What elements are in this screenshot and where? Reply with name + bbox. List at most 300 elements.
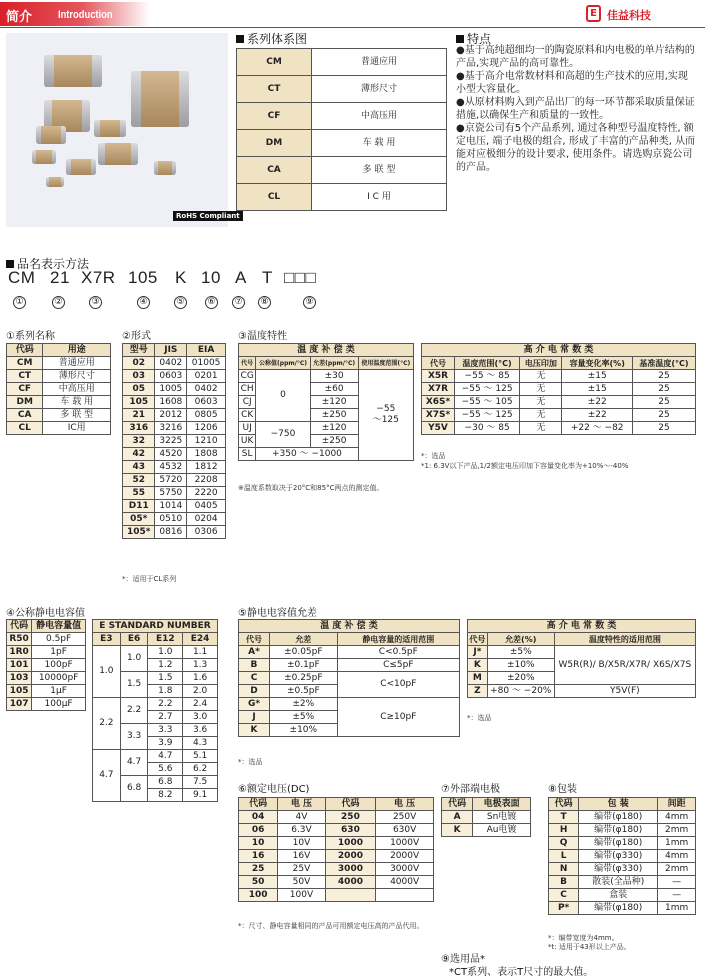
table-cell: ±20% bbox=[487, 672, 554, 685]
table-cell: ±30 bbox=[310, 370, 358, 383]
t3b-note2: *1: 6.3V以下产品,1/2额定电压印加下容量变化率为+10%～-40% bbox=[421, 462, 629, 470]
table-row bbox=[442, 811, 531, 824]
table-cell: 1.5 bbox=[148, 672, 183, 685]
table-cell: 25 bbox=[632, 383, 695, 396]
header-cell: E STANDARD NUMBER bbox=[93, 620, 218, 633]
table-cell: 编带(φ330) bbox=[579, 863, 658, 876]
table-cell: R50 bbox=[7, 633, 32, 646]
table-cell: CM bbox=[7, 357, 43, 370]
header-cell: 代码 bbox=[325, 798, 376, 811]
table-cell: Q bbox=[549, 837, 579, 850]
t8-note2: *t: 适用于43形以上产品。 bbox=[548, 943, 631, 951]
table-cell: C≤5pF bbox=[337, 659, 459, 672]
table-cell: 1014 bbox=[155, 500, 187, 513]
table-cell: K bbox=[442, 824, 473, 837]
table-cell: −750 bbox=[256, 422, 310, 448]
table-cell: 编带(φ330) bbox=[579, 850, 658, 863]
table-row bbox=[7, 620, 86, 633]
table-cell: 105* bbox=[123, 526, 155, 539]
table-row bbox=[237, 76, 447, 103]
table-row bbox=[468, 620, 696, 633]
pn-part: X7R bbox=[81, 268, 116, 287]
pn-part: □□□ bbox=[284, 268, 317, 287]
t8-title: ⑧包装 bbox=[548, 784, 577, 795]
table-cell: CJ bbox=[239, 396, 256, 409]
table-cell: A* bbox=[239, 646, 270, 659]
pn-num: ⑤ bbox=[174, 296, 187, 309]
table-cell: 4000 bbox=[325, 876, 376, 889]
table-cell: 7.5 bbox=[183, 776, 218, 789]
table-cell: 107 bbox=[7, 698, 32, 711]
table-cell: ±0.05pF bbox=[269, 646, 337, 659]
table-cell: 25 bbox=[632, 396, 695, 409]
table-row bbox=[123, 435, 226, 448]
table-cell: 编带(φ180) bbox=[579, 824, 658, 837]
table-row bbox=[468, 646, 696, 659]
header-cell: 基准温度(°C) bbox=[632, 357, 695, 370]
electrode-table bbox=[441, 797, 531, 837]
table-row bbox=[7, 383, 111, 396]
table-cell: 103 bbox=[7, 672, 32, 685]
table-cell: 05* bbox=[123, 513, 155, 526]
table-cell: 3.0 bbox=[183, 711, 218, 724]
product-photo bbox=[6, 33, 228, 227]
header-cell: 公称值(ppm/°C) bbox=[256, 357, 310, 370]
table-row bbox=[7, 344, 111, 357]
table-cell: T bbox=[549, 811, 579, 824]
table-row bbox=[123, 383, 226, 396]
table-cell: 1mm bbox=[658, 902, 696, 915]
table-cell: ±5% bbox=[487, 646, 554, 659]
table-cell: 多 联 型 bbox=[43, 409, 111, 422]
table-cell: 1608 bbox=[155, 396, 187, 409]
t2-note: *：适用于CL系列 bbox=[122, 575, 177, 583]
table-cell: CT bbox=[237, 76, 312, 103]
header-cell: 代号 bbox=[469, 634, 486, 644]
pn-part: T bbox=[262, 268, 273, 287]
table-cell: ±120 bbox=[310, 422, 358, 435]
table-cell: X7R bbox=[422, 383, 455, 396]
table-row bbox=[549, 824, 696, 837]
table-cell: ±10% bbox=[269, 724, 337, 737]
table-cell: 50V bbox=[278, 876, 325, 889]
table-cell: 1.0 bbox=[93, 646, 121, 698]
table-cell: 无 bbox=[520, 422, 562, 435]
table-cell: 0603 bbox=[155, 370, 187, 383]
table-cell: 5750 bbox=[155, 487, 187, 500]
table-row bbox=[239, 633, 460, 646]
table-cell: 编带(φ180) bbox=[579, 902, 658, 915]
table-cell: 4.3 bbox=[183, 737, 218, 750]
table-cell: 1.0 bbox=[148, 646, 183, 659]
table-cell: ±22 bbox=[562, 396, 632, 409]
header-cell: E12 bbox=[148, 633, 183, 646]
table-row bbox=[422, 422, 696, 435]
table-cell: 2000 bbox=[325, 850, 376, 863]
table-cell: 50 bbox=[239, 876, 278, 889]
table-cell: 10V bbox=[278, 837, 325, 850]
header-cell: E24 bbox=[183, 633, 218, 646]
pn-part: A bbox=[235, 268, 247, 287]
table-cell: −55 ～ 125 bbox=[455, 409, 520, 422]
table-cell: 4000V bbox=[376, 876, 434, 889]
table-cell: 2.7 bbox=[148, 711, 183, 724]
table-cell: CG bbox=[239, 370, 256, 383]
table-row bbox=[237, 49, 447, 76]
table-row bbox=[239, 344, 414, 357]
table-row bbox=[237, 157, 447, 184]
t6-note: *：尺寸、静电容量相同的产品可用额定电压高的产品代用。 bbox=[238, 922, 424, 930]
features-list bbox=[456, 44, 696, 174]
table-cell: −55 ～ 85 bbox=[455, 370, 520, 383]
table-cell: 316 bbox=[123, 422, 155, 435]
table-cell: ±2% bbox=[269, 698, 337, 711]
table-cell: 250 bbox=[325, 811, 376, 824]
table-row bbox=[7, 672, 86, 685]
table-cell: 中高压用 bbox=[312, 103, 447, 130]
table-cell: 3.9 bbox=[148, 737, 183, 750]
header-cell: 温 度 补 偿 类 bbox=[239, 620, 460, 633]
table-cell: 2000V bbox=[376, 850, 434, 863]
pn-num: ⑧ bbox=[258, 296, 271, 309]
table-row bbox=[549, 850, 696, 863]
table-cell: 25 bbox=[632, 409, 695, 422]
header-cell: 温度特性的适用范围 bbox=[554, 633, 695, 646]
table-cell: ±15 bbox=[562, 383, 632, 396]
table-cell: 03 bbox=[123, 370, 155, 383]
table-row bbox=[123, 461, 226, 474]
table-cell: C≥10pF bbox=[337, 698, 459, 737]
table-cell: C bbox=[239, 672, 270, 685]
table-cell: 车 载 用 bbox=[312, 130, 447, 157]
table-cell: 100V bbox=[278, 889, 325, 902]
table-cell: 1206 bbox=[187, 422, 226, 435]
table-cell: C<0.5pF bbox=[337, 646, 459, 659]
t3-title: ③温度特性 bbox=[238, 331, 287, 342]
table-cell: 5.6 bbox=[148, 763, 183, 776]
table-row bbox=[93, 698, 218, 711]
pn-part: 10 bbox=[201, 268, 221, 287]
t5-title: ⑤静电电容值允差 bbox=[238, 608, 317, 619]
table-cell: ±15 bbox=[562, 370, 632, 383]
table-row bbox=[549, 902, 696, 915]
table-row bbox=[239, 889, 434, 902]
table-cell: 无 bbox=[520, 409, 562, 422]
header-cell: E3 bbox=[93, 633, 121, 646]
table-cell: 1210 bbox=[187, 435, 226, 448]
header-cell: 代码 bbox=[442, 798, 473, 811]
table-cell: 2.4 bbox=[183, 698, 218, 711]
header-cell: 代号 bbox=[239, 357, 256, 370]
table-cell: J bbox=[239, 711, 270, 724]
table-row bbox=[468, 685, 696, 698]
t3-note: ※温度系数取决于20°C和85°C两点的测定值。 bbox=[238, 484, 384, 492]
table-cell: K bbox=[239, 724, 270, 737]
table-cell: 1mm bbox=[658, 837, 696, 850]
table-cell: 3216 bbox=[155, 422, 187, 435]
table-row bbox=[239, 357, 414, 370]
table-cell: 2.2 bbox=[148, 698, 183, 711]
table-cell: D11 bbox=[123, 500, 155, 513]
header-cell: 电 压 bbox=[278, 798, 325, 811]
table-row bbox=[93, 646, 218, 659]
table-cell: 8.2 bbox=[148, 789, 183, 802]
table-cell: 4.7 bbox=[120, 750, 148, 776]
table-cell: 10 bbox=[239, 837, 278, 850]
table-cell: 1000 bbox=[325, 837, 376, 850]
pn-part: 105 bbox=[128, 268, 158, 287]
table-cell: B bbox=[239, 659, 270, 672]
table-row bbox=[239, 837, 434, 850]
table-cell: 1.2 bbox=[148, 659, 183, 672]
header-title-en: Introduction bbox=[58, 9, 113, 21]
feature-item: ●从原材料购入到产品出厂的每一环节都采取质量保证措施,以确保生产和质量的一致性。 bbox=[456, 97, 695, 121]
table-row bbox=[422, 383, 696, 396]
series-name-table bbox=[6, 343, 111, 435]
table-cell: 6.8 bbox=[148, 776, 183, 789]
header-cell: 使用温度范围(°C) bbox=[358, 357, 413, 370]
t6-title: ⑥额定电压(DC) bbox=[238, 784, 310, 795]
table-row bbox=[442, 798, 531, 811]
table-row bbox=[93, 633, 218, 646]
table-row bbox=[549, 798, 696, 811]
header-cell: 允差 bbox=[269, 633, 337, 646]
table-cell: CF bbox=[237, 103, 312, 130]
table-cell: 无 bbox=[520, 383, 562, 396]
table-row bbox=[422, 370, 696, 383]
table-cell: 1.1 bbox=[183, 646, 218, 659]
table-cell: 2208 bbox=[187, 474, 226, 487]
table-cell: 100μF bbox=[32, 698, 86, 711]
table-cell: 无 bbox=[520, 370, 562, 383]
table-cell: 2220 bbox=[187, 487, 226, 500]
table-cell: −55 ～ 125 bbox=[455, 383, 520, 396]
table-cell: Z bbox=[468, 685, 488, 698]
table-cell: ±60 bbox=[310, 383, 358, 396]
table-cell: 1R0 bbox=[7, 646, 32, 659]
table-row bbox=[123, 344, 226, 357]
table-cell: Sn电镀 bbox=[473, 811, 531, 824]
pn-num: ④ bbox=[137, 296, 150, 309]
table-cell: 普通应用 bbox=[312, 49, 447, 76]
table-cell: 1.5 bbox=[120, 672, 148, 698]
table-row bbox=[239, 370, 414, 383]
table-cell: DM bbox=[7, 396, 43, 409]
header-cell: 电压印加 bbox=[520, 357, 562, 370]
table-row bbox=[549, 889, 696, 902]
table-cell: −30 ～ 85 bbox=[455, 422, 520, 435]
header-cell: JIS bbox=[155, 344, 187, 357]
table-row bbox=[7, 685, 86, 698]
high-k-table bbox=[421, 343, 696, 435]
pn-num: ② bbox=[52, 296, 65, 309]
header-cell: 静电容量的适用范围 bbox=[337, 633, 459, 646]
table-cell: 100pF bbox=[32, 659, 86, 672]
table-row bbox=[237, 130, 447, 157]
table-cell: 101 bbox=[7, 659, 32, 672]
header-cell: 间距 bbox=[658, 798, 696, 811]
t9-title: ⑨选用品* bbox=[441, 954, 485, 965]
header-cell: 包 装 bbox=[579, 798, 658, 811]
table-cell: 1808 bbox=[187, 448, 226, 461]
table-cell: 2mm bbox=[658, 824, 696, 837]
brand-logo-icon: E bbox=[586, 5, 601, 22]
table-row bbox=[7, 698, 86, 711]
header-cell: 代码 bbox=[239, 798, 278, 811]
table-cell: 0402 bbox=[187, 383, 226, 396]
brand-name: 佳益科技 bbox=[607, 9, 651, 22]
header-cell: 代号 bbox=[422, 357, 455, 370]
table-cell: 10000pF bbox=[32, 672, 86, 685]
table-cell: 1812 bbox=[187, 461, 226, 474]
pn-part: 21 bbox=[50, 268, 70, 287]
table-row bbox=[239, 863, 434, 876]
table-row bbox=[549, 837, 696, 850]
t8-note1: *：编带宽度为4mm。 bbox=[548, 934, 619, 942]
table-cell: 无 bbox=[520, 396, 562, 409]
temp-comp-table bbox=[238, 343, 414, 461]
table-row bbox=[123, 422, 226, 435]
table-cell: 2.0 bbox=[183, 685, 218, 698]
header-cell: 温 度 补 偿 类 bbox=[239, 344, 414, 357]
table-cell: X7S* bbox=[422, 409, 455, 422]
table-cell: 25 bbox=[632, 370, 695, 383]
table-cell: ±120 bbox=[310, 396, 358, 409]
feature-item: ●京瓷公司有5个产品系列, 通过各种型号温度特性, 额定电压, 端子电极的组合, 形成了丰富的产品种类, 从而能对应极细分的设计要求, 使用条件。请选购京瓷公司的产品。 bbox=[456, 123, 696, 173]
table-cell: 1.3 bbox=[183, 659, 218, 672]
table-row bbox=[123, 526, 226, 539]
table-cell: 4V bbox=[278, 811, 325, 824]
table-cell: 5.1 bbox=[183, 750, 218, 763]
table-row bbox=[549, 863, 696, 876]
table-cell: 105 bbox=[7, 685, 32, 698]
table-cell: UK bbox=[239, 435, 256, 448]
table-cell: DM bbox=[237, 130, 312, 157]
table-cell: 盒装 bbox=[579, 889, 658, 902]
table-cell: 1.6 bbox=[183, 672, 218, 685]
pn-title: 品名表示方法 bbox=[6, 255, 89, 272]
table-row bbox=[239, 811, 434, 824]
header-cell: 代号 bbox=[239, 633, 270, 646]
table-cell: — bbox=[658, 876, 696, 889]
table-cell: 32 bbox=[123, 435, 155, 448]
table-cell: 0201 bbox=[187, 370, 226, 383]
table-row bbox=[123, 396, 226, 409]
table-cell: CL bbox=[237, 184, 312, 211]
table-cell: 05 bbox=[123, 383, 155, 396]
table-cell: 0402 bbox=[155, 357, 187, 370]
table-row bbox=[93, 620, 218, 633]
table-cell: 薄形尺寸 bbox=[312, 76, 447, 103]
t4-title: ④公称静电电容值 bbox=[6, 608, 85, 619]
table-cell bbox=[325, 889, 376, 902]
table-row bbox=[123, 448, 226, 461]
header-cell: 高 介 电 常 数 类 bbox=[468, 620, 696, 633]
table-cell: 250V bbox=[376, 811, 434, 824]
table-cell: 6.3V bbox=[278, 824, 325, 837]
table-cell: 0 bbox=[256, 370, 310, 422]
table-cell: 04 bbox=[239, 811, 278, 824]
table-row bbox=[422, 357, 696, 370]
table-cell: 25 bbox=[239, 863, 278, 876]
header-cell: 容量变化率(%) bbox=[562, 357, 632, 370]
table-cell: ±10% bbox=[487, 659, 554, 672]
table-cell: 1μF bbox=[32, 685, 86, 698]
table-row bbox=[123, 370, 226, 383]
table-row bbox=[7, 659, 86, 672]
packaging-table bbox=[548, 797, 696, 915]
table-cell: ±250 bbox=[310, 409, 358, 422]
table-cell: 1pF bbox=[32, 646, 86, 659]
table-cell: 1.0 bbox=[120, 646, 148, 672]
table-cell: −55 ～ 105 bbox=[455, 396, 520, 409]
table-row bbox=[422, 396, 696, 409]
table-cell: +80 ～ −20% bbox=[487, 685, 554, 698]
table-cell: 4.7 bbox=[93, 750, 121, 802]
table-cell: Y5V bbox=[422, 422, 455, 435]
table-cell: 25V bbox=[278, 863, 325, 876]
table-cell: G* bbox=[239, 698, 270, 711]
table-cell: 6.2 bbox=[183, 763, 218, 776]
table-cell: C<10pF bbox=[337, 672, 459, 698]
table-row bbox=[422, 409, 696, 422]
table-cell: 16 bbox=[239, 850, 278, 863]
table-row bbox=[123, 487, 226, 500]
header-cell: 代码 bbox=[7, 344, 43, 357]
header-cell: 型号 bbox=[123, 344, 155, 357]
table-cell: 0603 bbox=[187, 396, 226, 409]
table-cell: 5720 bbox=[155, 474, 187, 487]
table-row bbox=[7, 422, 111, 435]
table-cell: J* bbox=[468, 646, 488, 659]
series-title: 系列体系图 bbox=[236, 30, 307, 47]
table-cell: 02 bbox=[123, 357, 155, 370]
table-cell: CH bbox=[239, 383, 256, 396]
table-cell: ±0.25pF bbox=[269, 672, 337, 685]
table-cell: CA bbox=[237, 157, 312, 184]
high-k-tol-table bbox=[467, 619, 696, 698]
table-cell: 编带(φ180) bbox=[579, 811, 658, 824]
table-row bbox=[422, 344, 696, 357]
table-cell: 16V bbox=[278, 850, 325, 863]
header-cell: 电极表面 bbox=[473, 798, 531, 811]
table-cell: 2.2 bbox=[93, 698, 121, 750]
table-cell: ±0.1pF bbox=[269, 659, 337, 672]
table-cell: 0.5pF bbox=[32, 633, 86, 646]
table-cell: CL bbox=[7, 422, 43, 435]
table-cell: CM bbox=[237, 49, 312, 76]
pn-part: CM bbox=[8, 268, 36, 287]
table-cell: 3.3 bbox=[148, 724, 183, 737]
table-cell: 0816 bbox=[155, 526, 187, 539]
table-cell: B bbox=[549, 876, 579, 889]
table-cell: 9.1 bbox=[183, 789, 218, 802]
table-cell: 630V bbox=[376, 824, 434, 837]
pn-num: ③ bbox=[89, 296, 102, 309]
pn-part: K bbox=[175, 268, 187, 287]
header-title-cn: 简介 bbox=[6, 10, 33, 25]
pn-num: ⑨ bbox=[303, 296, 316, 309]
capacitance-table bbox=[6, 619, 86, 711]
table-row bbox=[7, 409, 111, 422]
table-cell: C bbox=[549, 889, 579, 902]
table-cell: 21 bbox=[123, 409, 155, 422]
table-row bbox=[239, 646, 460, 659]
table-cell: 3.6 bbox=[183, 724, 218, 737]
table-row bbox=[123, 357, 226, 370]
table-row bbox=[7, 633, 86, 646]
header-cell: 静电容量值 bbox=[32, 620, 86, 633]
